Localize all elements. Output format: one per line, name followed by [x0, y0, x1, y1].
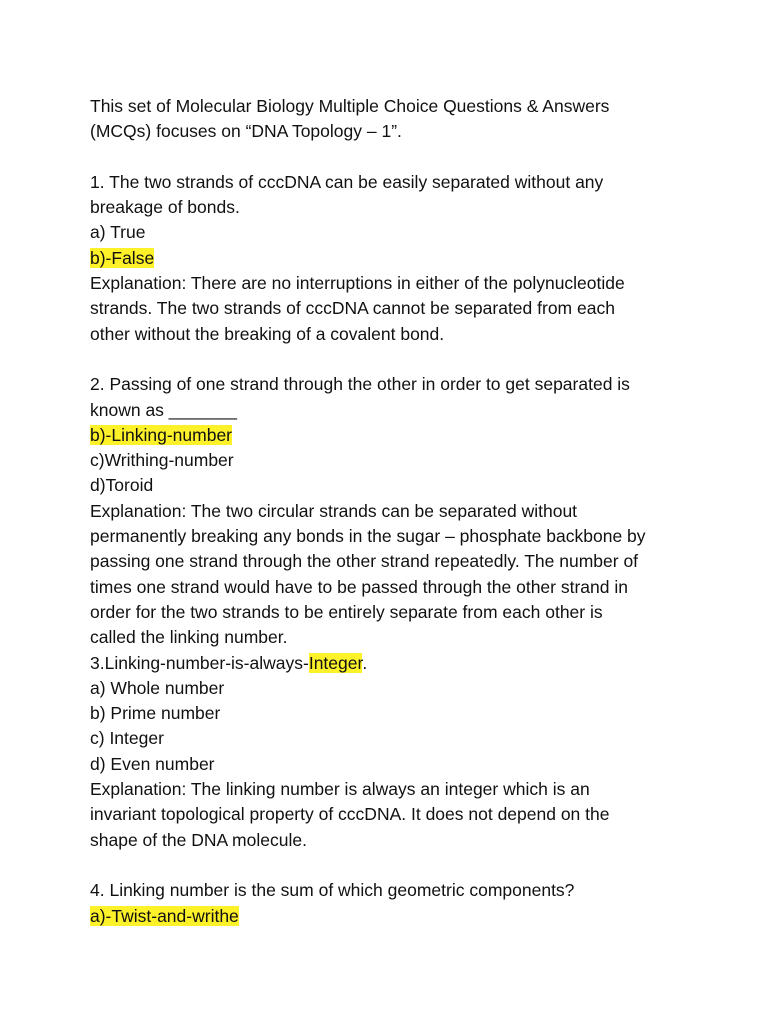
- paragraph-gap: [90, 347, 690, 372]
- question-3-option-d: d) Even number: [90, 753, 215, 774]
- question-2-text: 2. Passing of one strand through the other in order to get separated is: [90, 374, 630, 395]
- question-3-explanation: invariant topological property of cccDNA. It does not depend on the: [90, 804, 610, 825]
- question-1-answer-highlight: b)-False: [90, 247, 155, 268]
- question-3-text: [90, 651, 690, 676]
- question-3-option-c: c) Integer: [90, 728, 164, 749]
- question-2-option-c: c)Writhing-number: [90, 450, 234, 471]
- question-3-suffix: .: [362, 652, 368, 673]
- intro-line: (MCQs) focuses on “DNA Topology – 1”.: [90, 121, 402, 142]
- paragraph-gap: [90, 145, 690, 170]
- question-3-option-b: b) Prime number: [90, 703, 221, 724]
- question-1-answer-row: [90, 246, 690, 271]
- question-1-explanation: strands. The two strands of cccDNA cannot be separated from each: [90, 298, 615, 319]
- paragraph-gap: [90, 853, 690, 878]
- question-2-explanation: passing one strand through the other strand repeatedly. The number of: [90, 551, 639, 572]
- question-2-answer-row: [90, 423, 690, 448]
- intro-line: This set of Molecular Biology Multiple Choice Questions & Answers: [90, 96, 610, 116]
- question-2-explanation: permanently breaking any bonds in the sugar – phosphate backbone by: [90, 526, 646, 547]
- question-4-text: 4. Linking number is the sum of which geometric components?: [90, 880, 575, 901]
- question-2-explanation: order for the two strands to be entirely separate from each other is: [90, 601, 603, 622]
- question-1-text: breakage of bonds.: [90, 197, 240, 218]
- question-2-explanation: times one strand would have to be passed through the other strand in: [90, 576, 628, 597]
- question-3-explanation: shape of the DNA molecule.: [90, 829, 307, 850]
- question-3-answer-highlight: Integer: [308, 652, 363, 673]
- question-4-answer-highlight: a)-Twist-and-writhe: [90, 905, 239, 926]
- question-1-text: 1. The two strands of cccDNA can be easily separated without any: [90, 171, 604, 192]
- document-body: [90, 94, 690, 929]
- question-2-explanation: Explanation: The two circular strands can be separated without: [90, 500, 578, 521]
- question-2-text: known as _______: [90, 399, 237, 420]
- question-3-prefix: 3.Linking-number-is-always-: [90, 652, 309, 673]
- question-2-explanation: called the linking number.: [90, 627, 288, 648]
- question-1-explanation: other without the breaking of a covalent bond.: [90, 323, 445, 344]
- question-2-answer-highlight: b)-Linking-number: [90, 424, 233, 445]
- question-4-answer-row: [90, 904, 690, 929]
- question-3-explanation: Explanation: The linking number is always an integer which is an: [90, 779, 590, 800]
- question-3-option-a: a) Whole number: [90, 677, 225, 698]
- question-1-option-a: a) True: [90, 222, 146, 243]
- question-2-option-d: d)Toroid: [90, 475, 154, 496]
- question-1-explanation: Explanation: There are no interruptions in either of the polynucleotide: [90, 273, 625, 294]
